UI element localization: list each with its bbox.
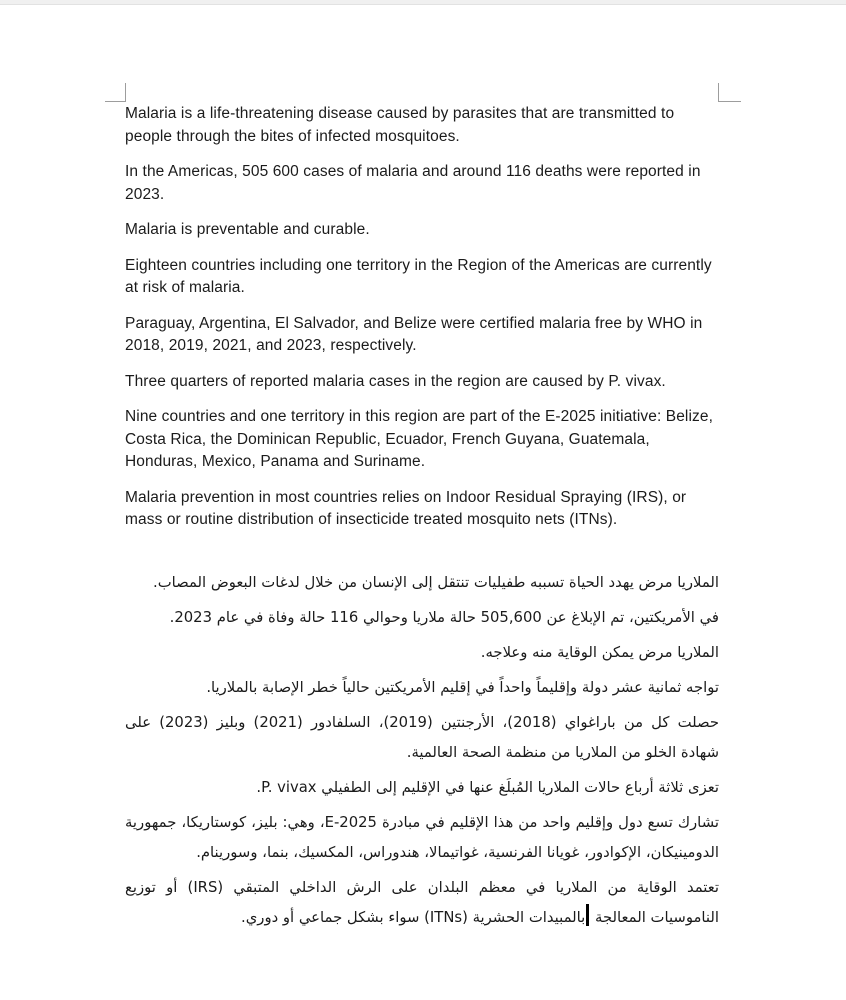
arabic-paragraph-1[interactable]: الملاريا مرض يهدد الحياة تسببه طفيليات تنتقل إلى الإنسان من خلال لدغات البعوض المصاب. xyxy=(152,573,719,591)
arabic-paragraph-5[interactable]: حصلت كل من باراغواي (2018)، الأرجنتين (2019)، السلفادور (2021) وبليز (2023) على شهادة الخلو من الملاريا من منظمة الصحة العالمية. xyxy=(125,713,719,761)
english-paragraph-3[interactable]: Malaria is preventable and curable. xyxy=(125,221,370,238)
english-paragraph-6[interactable]: Three quarters of reported malaria cases in the region are caused by P. vivax. xyxy=(125,372,666,390)
arabic-translation-section xyxy=(125,568,719,933)
document-content xyxy=(125,103,719,938)
english-paragraph-7[interactable]: Nine countries and one territory in this region are part of the E-2025 initiative: Belize, Costa Rica, the Dominican Republic, Ecuador, French Guyana, Guatemala, Honduras, Mexico, Panama and Suriname. xyxy=(125,408,713,470)
english-paragraph-8[interactable]: Malaria prevention in most countries relies on Indoor Residual Spraying (IRS), or mass or routine distribution of insecticide treated mosquito nets (ITNs). xyxy=(125,488,687,528)
arabic-paragraph-8[interactable] xyxy=(125,873,719,933)
arabic-paragraph-8-after-caret: بالمبيدات الحشرية (ITNs) سواء بشكل جماعي أو دوري. xyxy=(241,908,586,926)
margin-corner-mark-right xyxy=(718,83,741,102)
arabic-paragraph-2[interactable]: في الأمريكتين، تم الإبلاغ عن 505,600 حالة ملاريا وحوالي 116 حالة وفاة في عام 2023. xyxy=(169,608,719,626)
arabic-paragraph-4[interactable]: تواجه ثمانية عشر دولة وإقليماً واحداً في إقليم الأمريكتين حالياً خطر الإصابة بالملاريا. xyxy=(206,678,719,696)
arabic-paragraph-3[interactable]: الملاريا مرض يمكن الوقاية منه وعلاجه. xyxy=(480,643,719,661)
english-paragraph-4[interactable]: Eighteen countries including one territory in the Region of the Americas are currently at risk of malaria. xyxy=(125,256,712,296)
arabic-paragraph-8-before-caret: تعتمد الوقاية من الملاريا في معظم البلدان على الرش الداخلي المتبقي (IRS) أو توزيع الناموسيات المعالجة xyxy=(125,878,719,926)
english-paragraph-2[interactable]: In the Americas, 505 600 cases of malaria and around 116 deaths were reported in 2023. xyxy=(125,163,701,203)
margin-corner-mark-left xyxy=(105,83,126,102)
page-top-edge xyxy=(0,0,846,5)
english-paragraph-1[interactable]: Malaria is a life-threatening disease caused by parasites that are transmitted to people through the bites of infected mosquitoes. xyxy=(125,105,675,145)
arabic-paragraph-7[interactable]: تشارك تسع دول وإقليم واحد من هذا الإقليم في مبادرة E-2025، وهي: بليز، كوستاريكا، جمهورية الدومينيكان، الإكوادور، غويانا الفرنسية، غواتيمالا، هندوراس، المكسيك، بنما، وسورينام. xyxy=(125,813,720,861)
arabic-paragraph-6[interactable]: تعزى ثلاثة أرباع حالات الملاريا المُبلَغ عنها في الإقليم إلى الطفيلي P. vivax. xyxy=(256,778,719,796)
text-cursor-caret xyxy=(586,904,589,926)
english-paragraph-5[interactable]: Paraguay, Argentina, El Salvador, and Belize were certified malaria free by WHO in 2018, 2019, 2021, and 2023, respectively. xyxy=(125,314,703,354)
